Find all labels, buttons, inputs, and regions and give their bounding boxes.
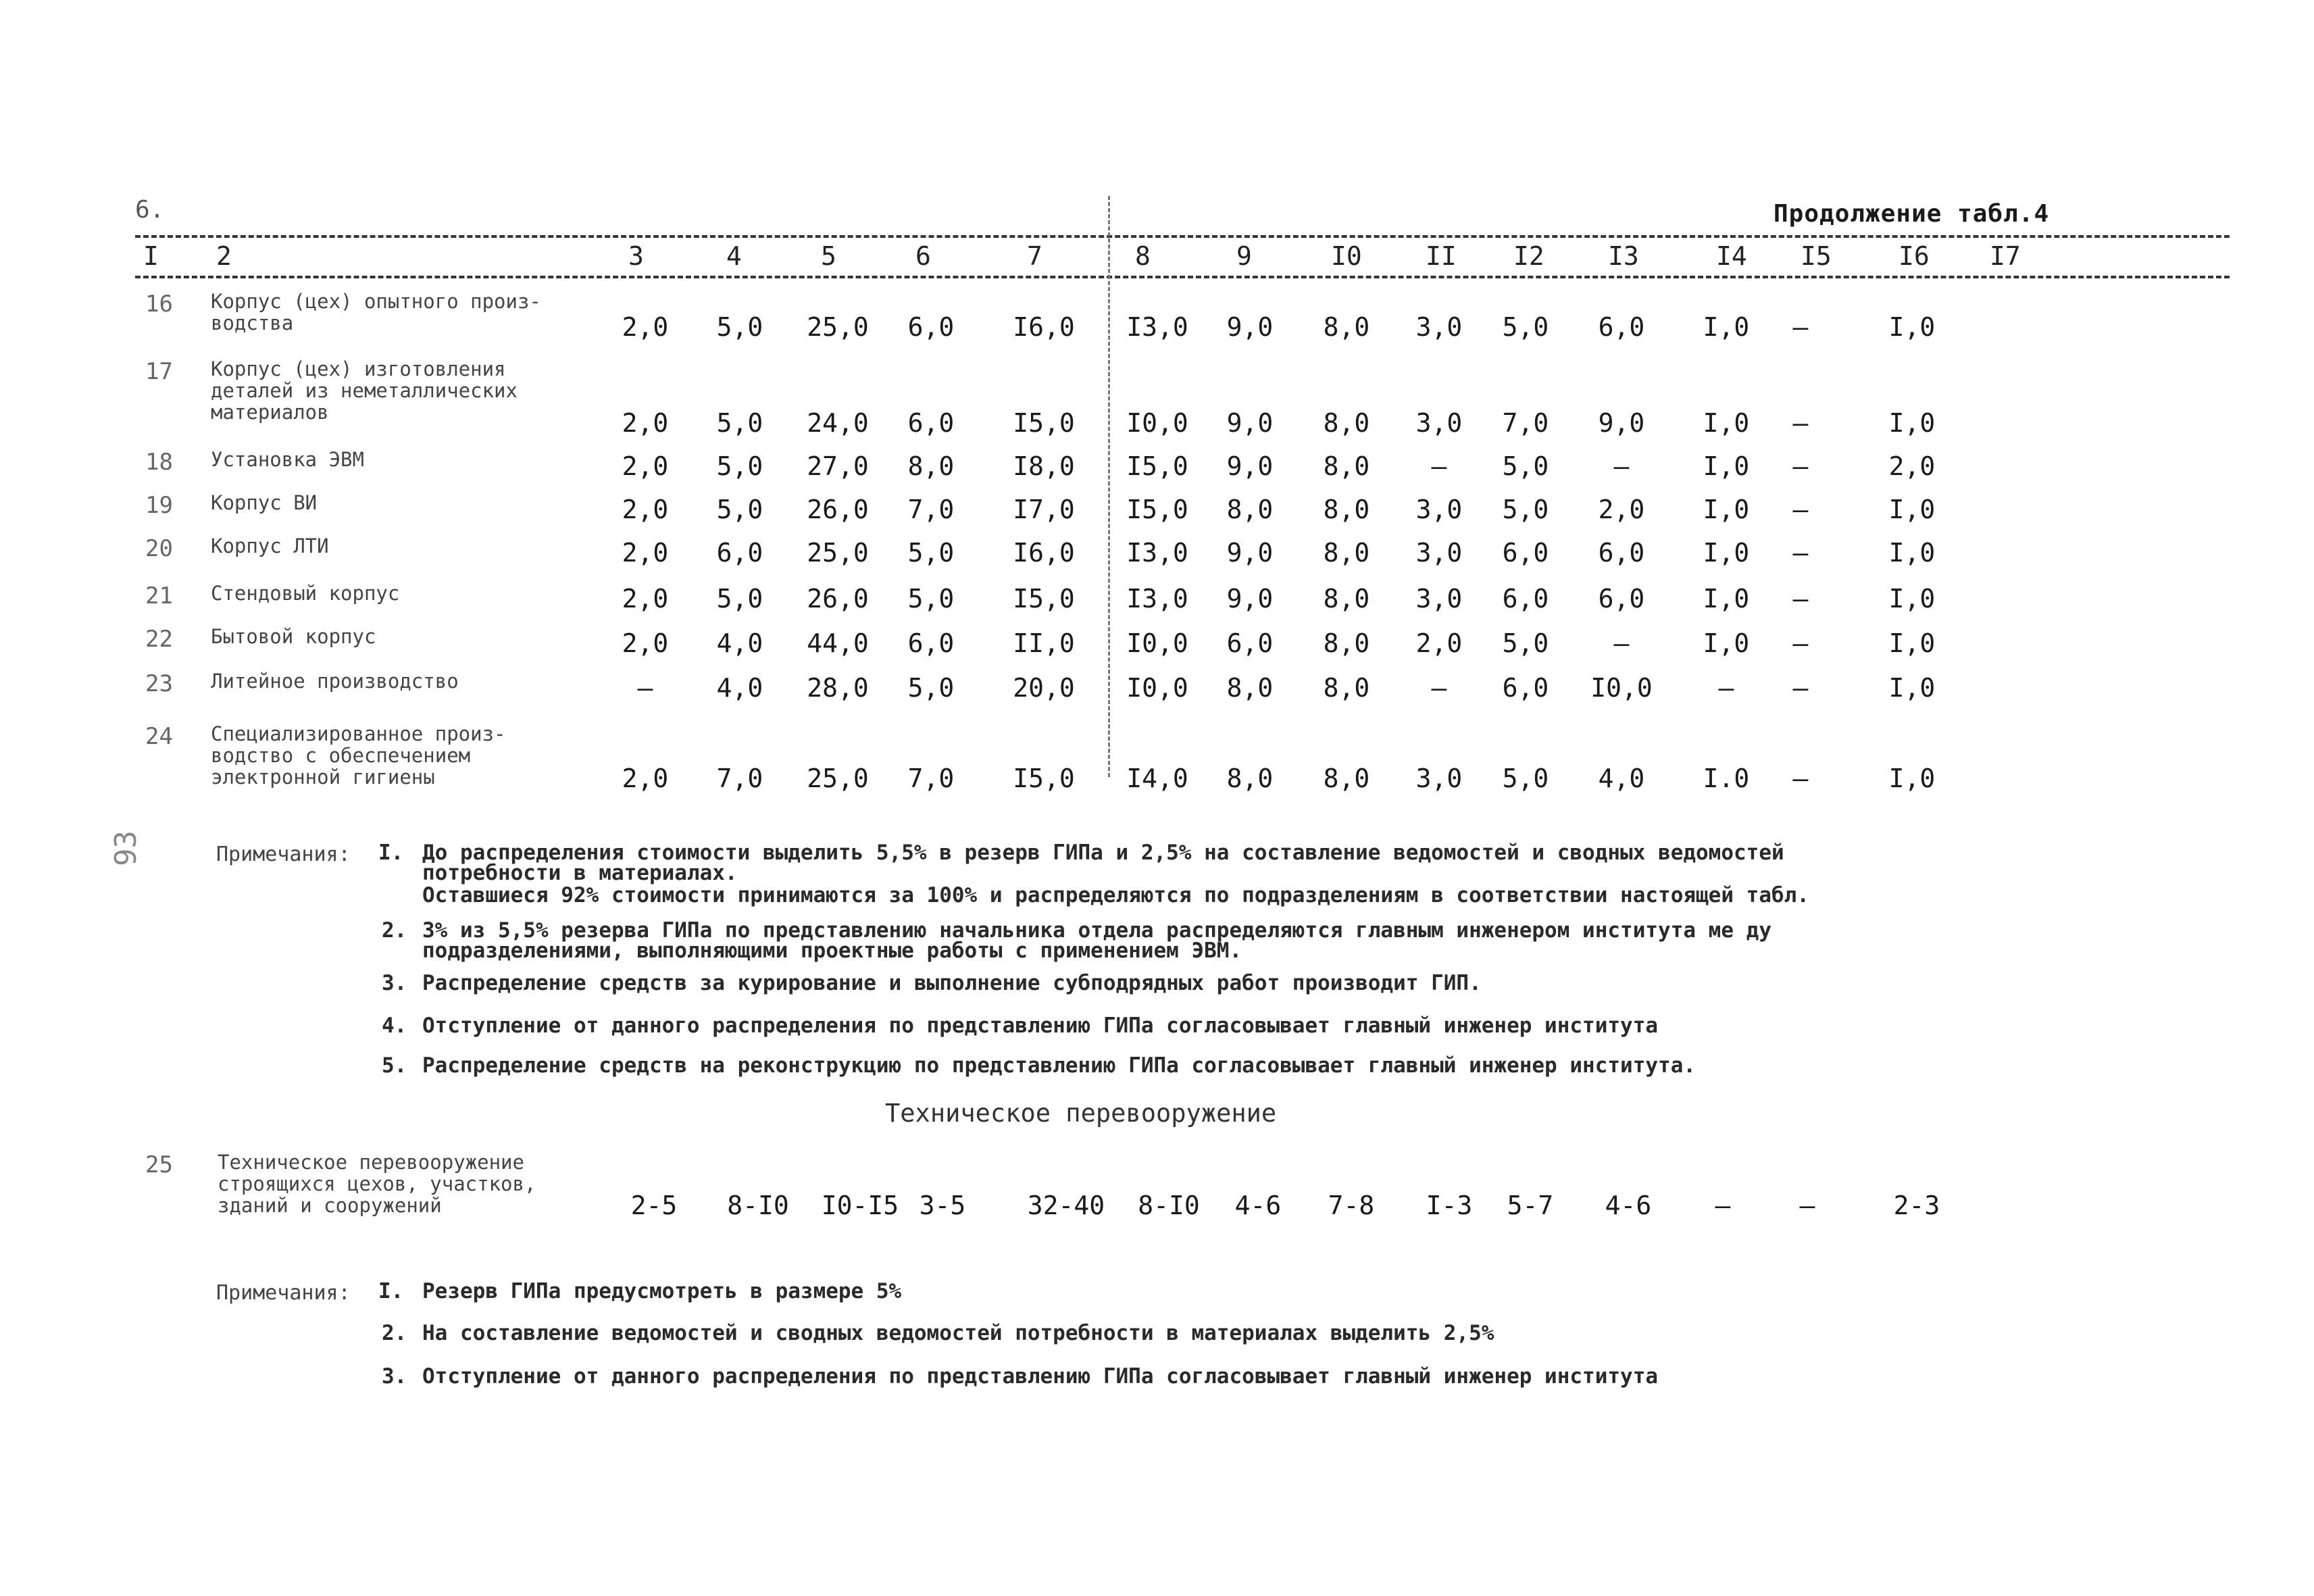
note-text: До распределения стоимости выделить 5,5% в резерв ГИПа и 2,5% на составление ведомостей и сводных ведомостей потребности в материалах. — [422, 841, 1784, 885]
table-cell: – — [1431, 673, 1447, 703]
table-cell: 5,0 — [1502, 312, 1549, 342]
row-number: 22 — [145, 626, 173, 653]
page-number: 6. — [135, 196, 165, 224]
header-col-14: I4 — [1716, 241, 1747, 271]
table-cell: – — [1792, 451, 1809, 481]
table-cell: 8-I0 — [727, 1191, 789, 1220]
header-col-15: I5 — [1801, 241, 1832, 271]
row-number: 23 — [145, 670, 173, 697]
table-cell: 5,0 — [907, 584, 955, 614]
table-cell: 7-8 — [1328, 1191, 1375, 1220]
table-cell: I,0 — [1703, 312, 1750, 342]
note-text: Отступление от данного распределения по представлению ГИПа согласовывает главный инженер института — [422, 1014, 1659, 1038]
header-col-9: 9 — [1236, 241, 1252, 271]
row-name: Корпус ЛТИ — [211, 534, 329, 557]
note-number: 2. — [382, 1321, 407, 1345]
header-col-5: 5 — [821, 241, 836, 271]
table-cell: 9,0 — [1226, 538, 1274, 568]
table-cell: 2,0 — [1888, 451, 1936, 481]
table-cell: I0,0 — [1590, 673, 1653, 703]
table-cell: I,0 — [1703, 584, 1750, 614]
table-cell: I5,0 — [1013, 408, 1075, 438]
note-number: I. — [378, 841, 404, 865]
table-cell: 3,0 — [1415, 538, 1463, 568]
table-cell: 6,0 — [1598, 538, 1645, 568]
table-cell: 3,0 — [1415, 408, 1463, 438]
row-name: Бытовой корпус — [211, 625, 376, 648]
table-cell: I,0 — [1888, 764, 1936, 793]
table-cell: I,0 — [1888, 628, 1936, 658]
header-col-17: I7 — [1990, 241, 2021, 271]
table-cell: 2,0 — [622, 495, 669, 524]
header-col-12: I2 — [1513, 241, 1544, 271]
table-cell: – — [1792, 584, 1809, 614]
note-text: Отступление от данного распределения по представлению ГИПа согласовывает главный инженер института — [422, 1364, 1659, 1389]
table-cell: 26,0 — [807, 584, 869, 614]
row-name: Корпус ВИ — [211, 491, 318, 514]
table-cell: I-3 — [1426, 1191, 1473, 1220]
header-col-1: I — [143, 241, 159, 271]
table-cell: – — [1613, 451, 1630, 481]
table-cell: – — [1792, 673, 1809, 703]
table-cell: 7,0 — [907, 764, 955, 793]
table-cell: 3,0 — [1415, 312, 1463, 342]
row-name: Корпус (цех) опытного произ- водства — [211, 290, 541, 334]
row-name: Установка ЭВМ — [211, 448, 364, 471]
table-cell: 8,0 — [1323, 628, 1370, 658]
table-cell: 2,0 — [1415, 628, 1463, 658]
table-cell: – — [1792, 764, 1809, 793]
table-cell: 5,0 — [716, 408, 763, 438]
note-text: 3% из 5,5% резерва ГИПа по представлению начальника отдела распределяются главным инженером института ме ду подразделениями, выполняющими проектные работы с применением ЭВМ. — [422, 918, 1772, 963]
header-col-4: 4 — [726, 241, 742, 271]
table-cell: 8,0 — [907, 451, 955, 481]
row-number: 20 — [145, 535, 173, 562]
header-bottom-rule — [135, 276, 2230, 278]
table-cell: 5,0 — [1502, 628, 1549, 658]
table-cell: 5,0 — [716, 584, 763, 614]
table-cell: 2,0 — [622, 764, 669, 793]
section-title: Техническое перевооружение — [885, 1099, 1277, 1128]
table-cell: I,0 — [1703, 408, 1750, 438]
table-cell: 6,0 — [907, 628, 955, 658]
table-cell: 5,0 — [907, 538, 955, 568]
header-col-16: I6 — [1898, 241, 1930, 271]
header-col-3: 3 — [628, 241, 644, 271]
table-cell: 6,0 — [1502, 584, 1549, 614]
table-cell: 26,0 — [807, 495, 869, 524]
table-cell: 2,0 — [1598, 495, 1645, 524]
table-cell: 25,0 — [807, 764, 869, 793]
row-number: 24 — [145, 723, 173, 750]
table-cell: 4-6 — [1234, 1191, 1282, 1220]
table-cell: 3,0 — [1415, 495, 1463, 524]
table-cell: I6,0 — [1013, 538, 1075, 568]
table-cell: 4,0 — [716, 673, 763, 703]
notes2-label: Примечания: — [216, 1281, 351, 1305]
table-cell: 8,0 — [1323, 764, 1370, 793]
row-number: 25 — [145, 1151, 173, 1178]
table-cell: 5,0 — [1502, 451, 1549, 481]
header-col-7: 7 — [1027, 241, 1042, 271]
table-cell: – — [1799, 1191, 1815, 1220]
table-cell: 2-5 — [630, 1191, 678, 1220]
table-cell: 8-I0 — [1138, 1191, 1200, 1220]
table-cell: I3,0 — [1126, 584, 1188, 614]
note-text: Резерв ГИПа предусмотреть в размере 5% — [422, 1279, 902, 1303]
table-cell: I0,0 — [1126, 628, 1188, 658]
row-name: Специализированное произ- водство с обеспечением электронной гигиены — [211, 722, 506, 789]
table-cell: 6,0 — [1502, 673, 1549, 703]
table-cell: I,0 — [1703, 628, 1750, 658]
table-cell: 3,0 — [1415, 584, 1463, 614]
table-cell: I3,0 — [1126, 312, 1188, 342]
table-cell: I,0 — [1888, 673, 1936, 703]
table-cell: 2-3 — [1893, 1191, 1940, 1220]
note-text: Распределение средств на реконструкцию по представлению ГИПа согласовывает главный инженер института. — [422, 1053, 1696, 1078]
table-cell: 9,0 — [1226, 584, 1274, 614]
note-extra-text: Оставшиеся 92% стоимости принимаются за 100% и распределяются по подразделениям в соответствии настоящей табл. — [422, 883, 1809, 907]
table-cell: I3,0 — [1126, 538, 1188, 568]
row-number: 16 — [145, 291, 173, 318]
row-name: Литейное производство — [211, 670, 459, 693]
table-cell: 7,0 — [1502, 408, 1549, 438]
table-cell: I8,0 — [1013, 451, 1075, 481]
table-cell: 27,0 — [807, 451, 869, 481]
margin-mark: 93 — [108, 830, 143, 866]
table-cell: I0-I5 — [821, 1191, 899, 1220]
header-top-rule — [135, 235, 2230, 238]
table-cell: I.0 — [1703, 764, 1750, 793]
note-number: 3. — [382, 1364, 407, 1389]
table-cell: I0,0 — [1126, 408, 1188, 438]
table-cell: – — [1792, 628, 1809, 658]
row-name: Корпус (цех) изготовления деталей из неметаллических материалов — [211, 357, 518, 424]
table-cell: – — [637, 673, 653, 703]
note-number: 5. — [382, 1053, 407, 1078]
header-col-13: I3 — [1608, 241, 1639, 271]
table-cell: – — [1613, 628, 1630, 658]
table-cell: 9,0 — [1226, 451, 1274, 481]
table-cell: 7,0 — [907, 495, 955, 524]
table-cell: 5,0 — [716, 312, 763, 342]
table-cell: 8,0 — [1323, 538, 1370, 568]
table-cell: 6,0 — [1226, 628, 1274, 658]
row-number: 17 — [145, 358, 173, 385]
table-cell: – — [1792, 495, 1809, 524]
note-number: 4. — [382, 1014, 407, 1038]
table-cell: – — [1792, 408, 1809, 438]
table-cell: 6,0 — [716, 538, 763, 568]
table-cell: 25,0 — [807, 538, 869, 568]
table-cell: I,0 — [1703, 538, 1750, 568]
table-cell: 5-7 — [1507, 1191, 1554, 1220]
header-col-2: 2 — [216, 241, 232, 271]
table-cell: 44,0 — [807, 628, 869, 658]
table-cell: 3,0 — [1415, 764, 1463, 793]
table-cell: 20,0 — [1013, 673, 1075, 703]
table-cell: 32-40 — [1027, 1191, 1105, 1220]
table-cell: I6,0 — [1013, 312, 1075, 342]
table-cell: 2,0 — [622, 584, 669, 614]
table-cell: 5,0 — [907, 673, 955, 703]
table-cell: 8,0 — [1323, 408, 1370, 438]
table-cell: I5,0 — [1013, 764, 1075, 793]
table-cell: – — [1792, 312, 1809, 342]
table-cell: 5,0 — [716, 495, 763, 524]
table-cell: 9,0 — [1226, 312, 1274, 342]
table-cell: I,0 — [1888, 584, 1936, 614]
table-cell: I,0 — [1703, 451, 1750, 481]
table-cell: 5,0 — [1502, 764, 1549, 793]
table-cell: 8,0 — [1226, 673, 1274, 703]
note-text: Распределение средств за курирование и выполнение субподрядных работ производит ГИП. — [422, 971, 1482, 995]
table-cell: I0,0 — [1126, 673, 1188, 703]
table-cell: II,0 — [1013, 628, 1075, 658]
row-number: 21 — [145, 582, 173, 609]
table-cell: 2,0 — [622, 312, 669, 342]
table-cell: I,0 — [1888, 538, 1936, 568]
table-cell: I4,0 — [1126, 764, 1188, 793]
table-cell: I,0 — [1888, 312, 1936, 342]
table-cell: 8,0 — [1323, 451, 1370, 481]
note-text: На составление ведомостей и сводных ведомостей потребности в материалах выделить 2,5% — [422, 1321, 1494, 1345]
table-cell: I5,0 — [1126, 495, 1188, 524]
table-cell: 3-5 — [919, 1191, 966, 1220]
table-cell: 6,0 — [907, 408, 955, 438]
table-cell: 7,0 — [716, 764, 763, 793]
table-cell: 8,0 — [1323, 495, 1370, 524]
table-cell: – — [1718, 673, 1734, 703]
note-number: I. — [378, 1279, 404, 1303]
table-cell: 2,0 — [622, 538, 669, 568]
row-name: Стендовый корпус — [211, 582, 400, 605]
table-cell: 9,0 — [1598, 408, 1645, 438]
table-cell: 2,0 — [622, 451, 669, 481]
row-number: 18 — [145, 449, 173, 476]
table-cell: 5,0 — [716, 451, 763, 481]
table-cell: 8,0 — [1323, 312, 1370, 342]
table-cell: 2,0 — [622, 408, 669, 438]
table-cell: I,0 — [1888, 495, 1936, 524]
header-col-8: 8 — [1135, 241, 1151, 271]
table-cell: 24,0 — [807, 408, 869, 438]
table-cell: 8,0 — [1323, 673, 1370, 703]
row-number: 19 — [145, 492, 173, 519]
table-cell: 25,0 — [807, 312, 869, 342]
table-cell: – — [1431, 451, 1447, 481]
table-cell: – — [1792, 538, 1809, 568]
table-cell: I,0 — [1888, 408, 1936, 438]
table-cell: 6,0 — [1502, 538, 1549, 568]
header-col-10: I0 — [1331, 241, 1362, 271]
table-cell: 6,0 — [1598, 584, 1645, 614]
table-cell: 4,0 — [716, 628, 763, 658]
row-name: Техническое перевооружение строящихся цехов, участков, зданий и сооружений — [218, 1151, 536, 1217]
table-cell: 9,0 — [1226, 408, 1274, 438]
notes1-label: Примечания: — [216, 843, 351, 866]
header-col-6: 6 — [915, 241, 931, 271]
fold-line — [1108, 196, 1110, 777]
header-col-11: II — [1426, 241, 1457, 271]
table-cell: 8,0 — [1226, 764, 1274, 793]
note-number: 3. — [382, 971, 407, 995]
table-cell: 6,0 — [907, 312, 955, 342]
table-cell: 8,0 — [1323, 584, 1370, 614]
table-cell: I5,0 — [1126, 451, 1188, 481]
table-cell: 4,0 — [1598, 764, 1645, 793]
table-cell: I5,0 — [1013, 584, 1075, 614]
table-cell: 4-6 — [1605, 1191, 1652, 1220]
table-cell: 6,0 — [1598, 312, 1645, 342]
table-cell: – — [1715, 1191, 1731, 1220]
table-cell: 2,0 — [622, 628, 669, 658]
table-cell: 28,0 — [807, 673, 869, 703]
table-cell: 8,0 — [1226, 495, 1274, 524]
table-continuation-label: Продолжение табл.4 — [1774, 200, 2050, 228]
table-cell: I,0 — [1703, 495, 1750, 524]
table-cell: 5,0 — [1502, 495, 1549, 524]
note-number: 2. — [382, 918, 407, 943]
table-cell: I7,0 — [1013, 495, 1075, 524]
